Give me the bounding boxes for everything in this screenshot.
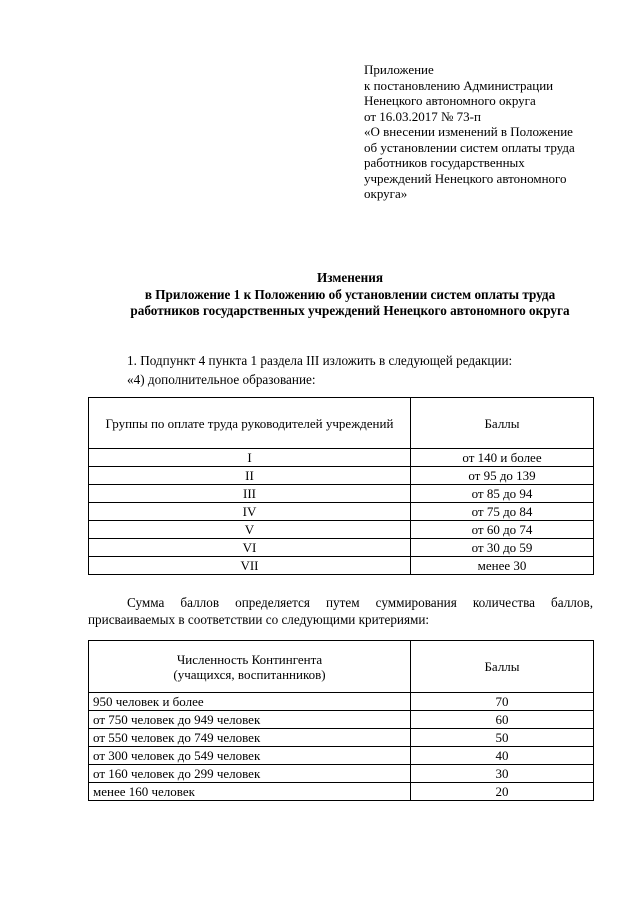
paragraph-1: 1. Подпункт 4 пункта 1 раздела III изложить в следующей редакции: xyxy=(127,353,513,368)
points-cell: 20 xyxy=(411,783,594,801)
count-cell: от 750 человек до 949 человек xyxy=(89,711,411,729)
table-header-cell: Группы по оплате труда руководителей учреждений xyxy=(89,398,411,449)
table-header-row xyxy=(89,641,594,693)
count-cell: от 160 человек до 299 человек xyxy=(89,765,411,783)
paragraph-2: «4) дополнительное образование: xyxy=(127,372,316,387)
count-cell: 950 человек и более xyxy=(89,693,411,711)
table-header-row xyxy=(89,398,594,449)
table-row xyxy=(89,449,594,467)
points-cell: 30 xyxy=(411,765,594,783)
contingent-table xyxy=(88,640,594,801)
appendix-line: работников государственных xyxy=(364,155,525,170)
points-cell: 70 xyxy=(411,693,594,711)
table-row xyxy=(89,467,594,485)
appendix-line: от 16.03.2017 № 73-п xyxy=(364,108,481,124)
header-line: Численность Контингента xyxy=(176,651,323,667)
appendix-line: учреждений Ненецкого автономного xyxy=(364,170,567,186)
group-cell: III xyxy=(89,485,411,503)
appendix-line: об установлении систем оплаты труда xyxy=(364,139,575,155)
appendix-line: Приложение xyxy=(364,62,434,77)
points-cell: от 140 и более xyxy=(411,449,594,467)
appendix-line: «О внесении изменений в Положение xyxy=(364,124,573,139)
group-cell: VII xyxy=(89,557,411,575)
points-cell: менее 30 xyxy=(411,557,594,575)
paragraph-3: Сумма баллов определяется путем суммирования количества баллов, присваиваемых в соответствии со следующими критериями: xyxy=(88,595,593,627)
points-cell: от 30 до 59 xyxy=(411,539,594,557)
group-cell: II xyxy=(89,467,411,485)
count-cell: менее 160 человек xyxy=(89,783,411,801)
points-cell: от 95 до 139 xyxy=(411,467,594,485)
table-header-cell: Баллы xyxy=(411,398,594,449)
table-row xyxy=(89,783,594,801)
table-row xyxy=(89,711,594,729)
appendix-line: округа» xyxy=(364,186,408,201)
group-cell: VI xyxy=(89,539,411,557)
points-cell: от 85 до 94 xyxy=(411,485,594,503)
group-cell: V xyxy=(89,521,411,539)
points-cell: от 75 до 84 xyxy=(411,503,594,521)
table-row xyxy=(89,765,594,783)
points-cell: 50 xyxy=(411,729,594,747)
count-cell: от 300 человек до 549 человек xyxy=(89,747,411,765)
table-header-cell xyxy=(89,641,411,693)
heading-subtitle-line: работников государственных учреждений Ненецкого автономного округа xyxy=(130,303,570,318)
table-row xyxy=(89,485,594,503)
points-cell: 40 xyxy=(411,747,594,765)
table-row xyxy=(89,521,594,539)
table-row xyxy=(89,503,594,521)
table-row xyxy=(89,747,594,765)
appendix-reference xyxy=(364,62,634,202)
appendix-line: Ненецкого автономного округа xyxy=(364,93,536,108)
points-cell: от 60 до 74 xyxy=(411,521,594,539)
count-cell: от 550 человек до 749 человек xyxy=(89,729,411,747)
heading-subtitle-line: в Приложение 1 к Положению об установлении систем оплаты труда xyxy=(144,286,556,302)
table-header-cell: Баллы xyxy=(411,641,594,693)
heading-title: Изменения xyxy=(317,270,383,285)
header-line: (учащихся, воспитанников) xyxy=(173,666,326,682)
table-row xyxy=(89,557,594,575)
group-cell: I xyxy=(89,449,411,467)
salary-groups-table xyxy=(88,397,594,575)
table-row xyxy=(89,539,594,557)
table-row xyxy=(89,729,594,747)
document-heading xyxy=(60,270,640,320)
group-cell: IV xyxy=(89,503,411,521)
appendix-line: к постановлению Администрации xyxy=(364,77,554,93)
table-row xyxy=(89,693,594,711)
points-cell: 60 xyxy=(411,711,594,729)
